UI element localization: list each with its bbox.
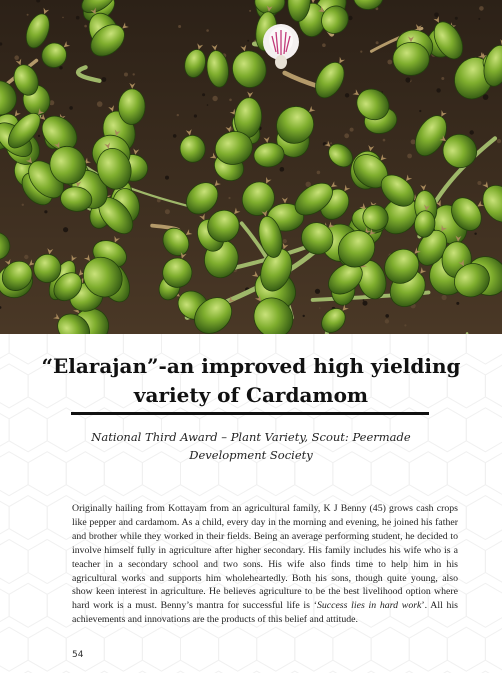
- body-text-before: Originally hailing from Kottayam from an agricultural family, K J Benny (45) grows cash crops like pepper and cardamom. As a child, every day in the morning and evening, he joined his father and brother while they worked in their fields. Being an average performing student, he decided to involve himself fully in agriculture after higher secondary. His family includes his wife who is a teacher in a secondary school and two sons. His wife also finds time to help him in his agricultural works and supports him wholeheartedly. Both his sons, though quite young, also show keen interest in agriculture. He believes agriculture to be the best livelihood option where hard work is a must. Benny’s mantra for successful life is ‘: [72, 503, 458, 612]
- article-body: [72, 502, 458, 627]
- cardamom-photo-graphic: [0, 0, 502, 334]
- mantra-quote: Success lies in hard work: [316, 600, 422, 612]
- article-title: “Elarajan”-an improved high yielding variety of Cardamom: [41, 354, 461, 407]
- cardamom-photo: [0, 0, 502, 334]
- award-subtitle: National Third Award – Plant Variety, Scout: Peermade Development Society: [91, 430, 411, 462]
- page-number: 54: [72, 650, 84, 660]
- title-divider: [71, 412, 429, 415]
- body-text-after: ’. All his achievements and innovations are the products of this belief and attitude.: [72, 600, 458, 626]
